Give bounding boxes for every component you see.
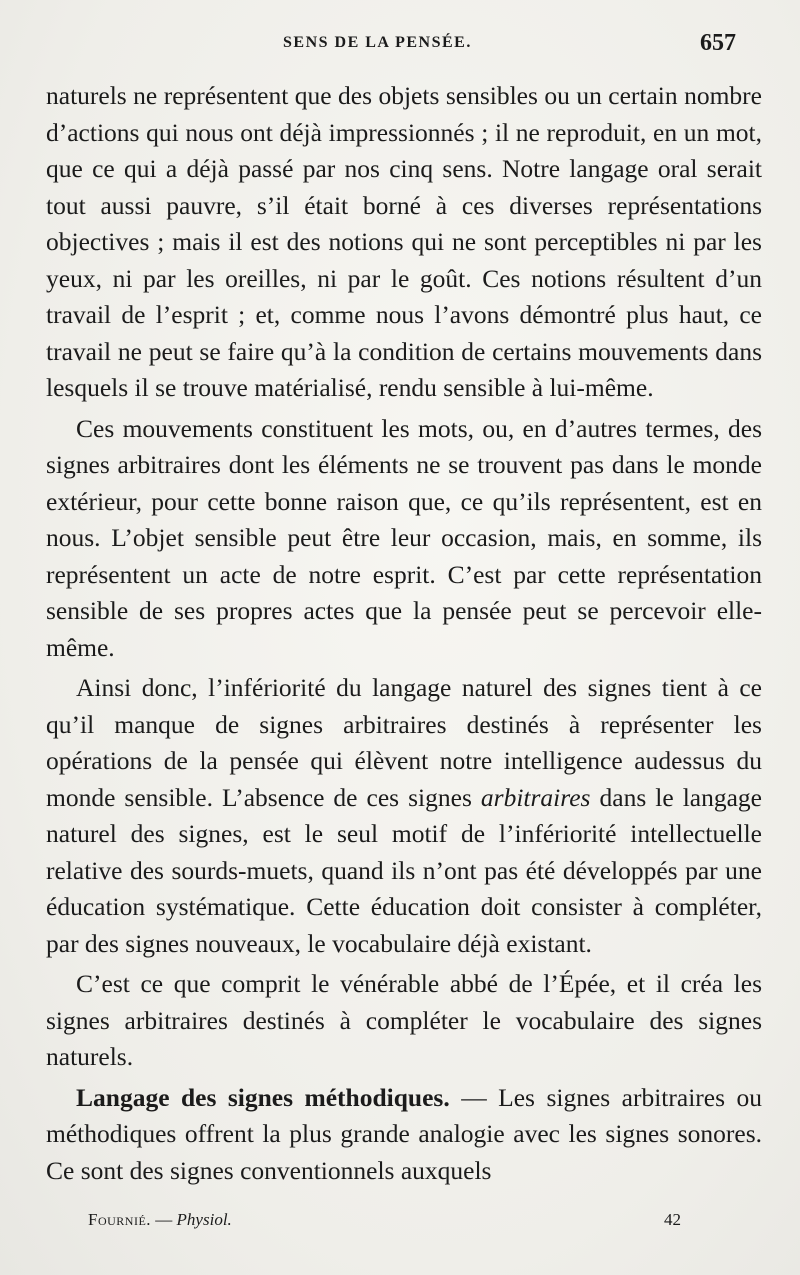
running-head [0, 30, 800, 64]
footer-author: Fournié. [88, 1210, 152, 1229]
paragraph-text: Ces mouvements constituent les mots, ou, en d’autres termes, des signes arbitraires dont les éléments ne se trouvent pas dans le monde extérieur, pour cette bonne raison que, ce qu’ils représentent, est en nous. L’objet sensible peut être leur occasion, mais, en somme, ils représentent un acte de notre esprit. C’est par cette représentation sensible de ses propres actes que la pensée peut se percevoir elle-même. [46, 413, 762, 662]
section-heading: Langage des signes méthodiques. [76, 1082, 450, 1112]
page-footer [0, 1210, 800, 1240]
paragraph-continuation [46, 78, 762, 407]
paragraph-text: C’est ce que comprit le vénérable abbé de l’Épée, et il créa les signes arbitraires destinés à compléter le vocabulaire des signes naturels. [46, 969, 762, 1071]
paragraph-text: — Les signes arbitraires ou méthodiques offrent la plus grande analogie avec les signes sonores. Ce sont des signes conventionnels auxquels [46, 1082, 762, 1185]
footer-book-title: Physiol. [176, 1210, 232, 1229]
footer-signature-line [88, 1210, 232, 1230]
running-title: SENS DE LA PENSÉE. [283, 34, 472, 51]
paragraph [46, 411, 762, 667]
italic-term: arbitraires [480, 782, 591, 812]
body-text [46, 78, 762, 1189]
page-number: 657 [700, 30, 736, 56]
paragraph [46, 670, 762, 962]
paragraph-text: naturels ne représentent que des objets sensibles ou un certain nombre d’actions qui nous ont déjà impressionnés ; il ne reproduit, en un mot, que ce qui a déjà passé par nos cinq sens. Notre langage oral serait tout aussi pauvre, s’il était borné à ces diverses représentations objectives ; mais il est des notions qui ne sont perceptibles ni par les yeux, ni par les oreilles, ni par le goût. Ces notions résultent d’un travail de l’esprit ; et, comme nous l’avons démontré plus haut, ce travail ne peut se faire qu’à la condition de certains mouvements dans lesquels il se trouve matérialisé, rendu sensible à lui-même. [46, 81, 762, 402]
footer-signature-number: 42 [664, 1210, 681, 1229]
paragraph-text-before: Ainsi donc, l’infériorité du langage naturel des signes tient à ce qu’il manque de signes arbitraires destinés à représenter les opérations de la pensée qui élèvent notre intelligence audessus du monde sensible. L’absence de ces signes [46, 673, 762, 812]
section-paragraph [46, 1080, 762, 1190]
footer-separator: — [151, 1210, 177, 1229]
paragraph-text-after: dans le langage naturel des signes, est le seul motif de l’infériorité intellectuelle relative des sourds-muets, quand ils n’ont pas été développés par une éducation systématique. Cette éducation doit consister à compléter, par des signes nouveaux, le vocabulaire déjà existant. [46, 782, 763, 958]
paragraph [46, 966, 762, 1076]
